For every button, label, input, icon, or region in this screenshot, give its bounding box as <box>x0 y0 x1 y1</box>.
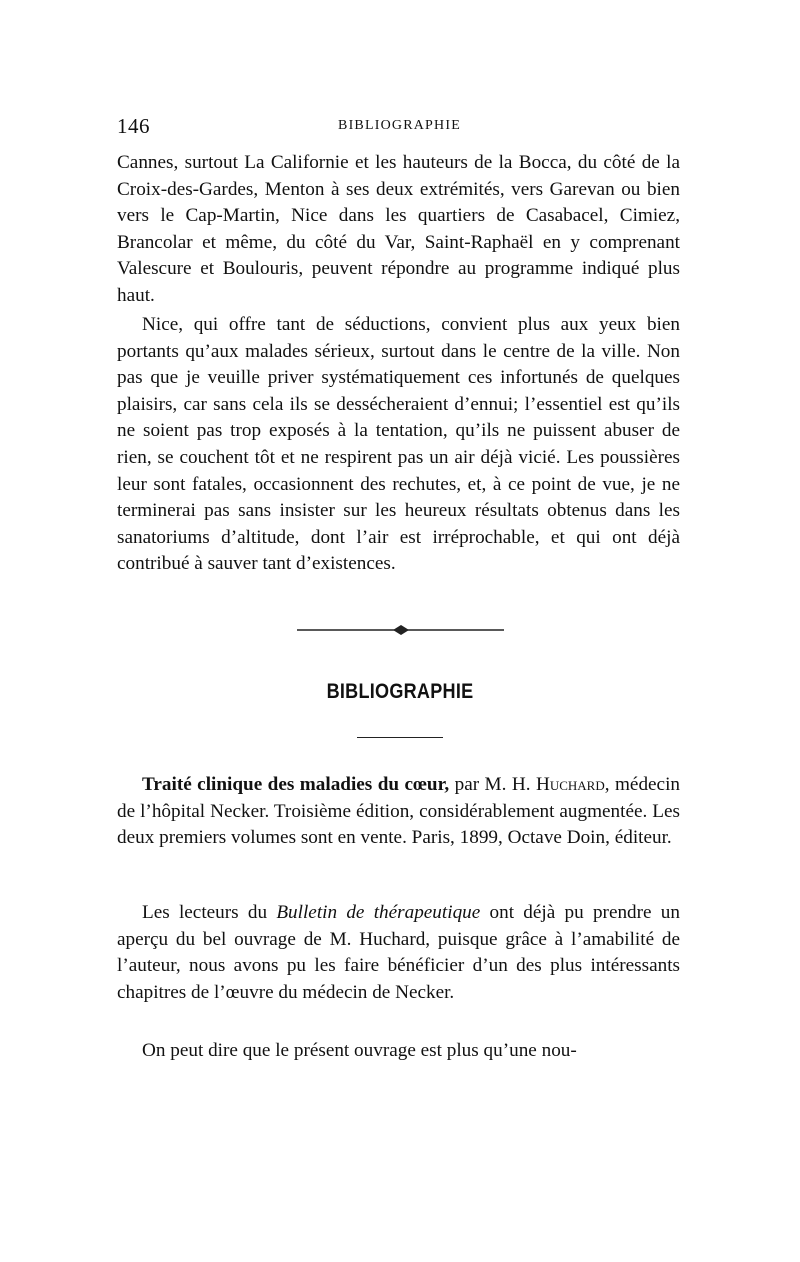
reference-author: Huchard, <box>535 774 610 795</box>
review-paragraph-2 <box>117 1038 680 1065</box>
review-text: ont déjà pu prendre un aperçu du bel ouvrage de M. Huchard, puisque grâce à l’amabilité de l’auteur, nous avons pu les faire bénéficier d’un des plus intéressants chapitres de l’œuvre du médecin de Necker. <box>117 902 680 1003</box>
paragraph-text: Nice, qui offre tant de séductions, convient plus aux yeux bien portants qu’aux malades sérieux, surtout dans le centre de la ville. Non pas que je veuille priver systématiquement ces infortunés de quelques plaisirs, car sans cela ils se dessécheraient d’ennui; l’essentiel est qu’ils ne soient pas trop exposés à la tentation, qu’ils ne puissent abuser de rien, se couchent tôt et ne respirent pas un air déjà vicié. Les poussières leur sont fatales, occasionnent des rechutes, et, à ce point de vue, je ne terminerai pas sans insister sur les heureux résultats obtenus dans les sanatoriums d’altitude, dont l’air est irréprochable, et qui ont déjà contribué à sauver tant d’existences. <box>117 314 680 575</box>
reference-by: par M. H. <box>449 774 536 795</box>
running-head: BIBLIOGRAPHIE <box>338 118 461 133</box>
paragraph-text <box>117 900 680 1006</box>
ornamental-rule <box>297 620 504 640</box>
body-paragraph-2 <box>117 312 680 578</box>
paragraph-text: Cannes, surtout La Californie et les hauteurs de la Bocca, du côté de la Croix-des-Gardes, Menton à ses deux extrémités, vers Garevan ou bien vers le Cap-Martin, Nice dans les quartiers de Casabacel, Cimiez, Brancolar et même, du côté du Var, Saint-Raphaël en y comprenant Valescure et Boulouris, peuvent répondre au programme indiqué plus haut. <box>117 152 680 306</box>
reference-title: Traité clinique des maladies du cœur, <box>142 774 450 795</box>
review-paragraph-1 <box>117 900 680 1006</box>
reference-paragraph <box>117 772 680 852</box>
page-number: 146 <box>117 114 150 138</box>
reference-details: médecin de l’hôpital Necker. Troisième édition, considérablement augmentée. Les deux premiers volumes sont en vente. Paris, 1899, Octave Doin, éditeur. <box>117 774 680 849</box>
section-title: BIBLIOGRAPHIE <box>326 680 474 703</box>
body-paragraph-1 <box>117 150 680 310</box>
bibliographic-reference <box>117 772 680 852</box>
journal-title: Bulletin de thérapeutique <box>276 902 481 923</box>
paragraph-text: On peut dire que le présent ouvrage est plus qu’une nou- <box>142 1040 577 1061</box>
title-underline <box>357 737 443 738</box>
review-text: Les lecteurs du <box>142 902 277 923</box>
page-header <box>117 114 682 144</box>
